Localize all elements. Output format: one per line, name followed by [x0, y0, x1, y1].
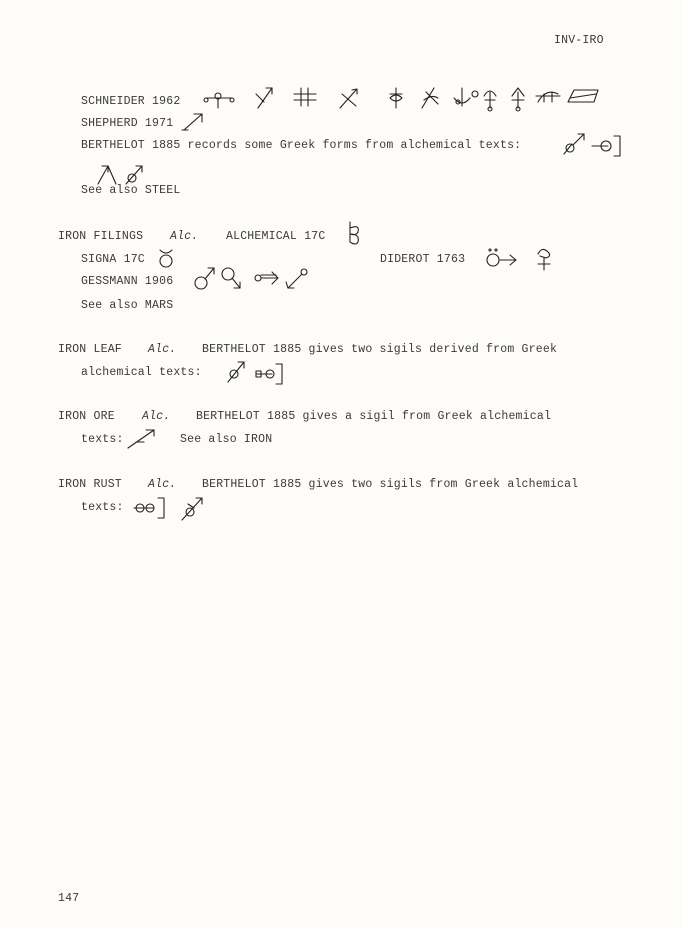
- iron-filings-sigil-icon: [344, 220, 364, 248]
- greek-iron-sigil-icon: [562, 130, 624, 158]
- iron-sigil-icon: [422, 88, 438, 108]
- term-iron-ore: IRON ORE: [58, 410, 115, 423]
- see-also-steel: See also STEEL: [81, 184, 181, 197]
- see-also-mars: See also MARS: [81, 299, 174, 312]
- sigil-row-schneider: [200, 84, 630, 112]
- abbr-alc: Alc.: [142, 410, 171, 423]
- source-diderot: DIDEROT 1763: [380, 253, 466, 266]
- description-cont: texts:: [81, 501, 124, 514]
- iron-sigil-icon: [454, 88, 478, 106]
- source-alchemical: ALCHEMICAL 17C: [226, 230, 326, 243]
- mars-arrow-icon: [180, 110, 208, 134]
- description-cont: alchemical texts:: [81, 366, 202, 379]
- iron-sigil-icon: [294, 88, 316, 106]
- iron-sigil-icon: [512, 88, 524, 111]
- iron-sigil-icon: [256, 88, 272, 108]
- iron-sigil-icon: [484, 91, 496, 111]
- iron-ore-sigil-icon: [126, 426, 160, 452]
- running-head: INV-IRO: [554, 34, 604, 47]
- source-schneider: SCHNEIDER 1962: [81, 95, 181, 108]
- signa-sigil-icon: [156, 246, 176, 270]
- source-gessmann: GESSMANN 1906: [81, 275, 174, 288]
- source-berthelot: BERTHELOT 1885 records some Greek forms from alchemical texts:: [81, 139, 522, 152]
- abbr-alc: Alc.: [170, 230, 199, 243]
- iron-leaf-sigils-icon: [224, 358, 286, 386]
- iron-sigil-icon: [204, 93, 234, 108]
- term-iron-leaf: IRON LEAF: [58, 343, 122, 356]
- see-also-iron: See also IRON: [180, 433, 273, 446]
- term-iron-rust: IRON RUST: [58, 478, 122, 491]
- page-number: 147: [58, 892, 80, 905]
- abbr-alc: Alc.: [148, 343, 177, 356]
- diderot-sigil-icon: [482, 244, 562, 274]
- description: BERTHELOT 1885 gives a sigil from Greek alchemical: [196, 410, 552, 423]
- description: BERTHELOT 1885 gives two sigils from Greek alchemical: [202, 478, 579, 491]
- iron-sigil-icon: [568, 90, 598, 102]
- source-shepherd: SHEPHERD 1971: [81, 117, 174, 130]
- description: BERTHELOT 1885 gives two sigils derived from Greek: [202, 343, 558, 356]
- iron-sigil-icon: [390, 88, 402, 108]
- gessmann-sigils-icon: [192, 262, 312, 294]
- iron-rust-sigils-icon: [132, 494, 212, 524]
- description-cont: texts:: [81, 433, 124, 446]
- iron-sigil-icon: [340, 89, 357, 108]
- term-iron-filings: IRON FILINGS: [58, 230, 144, 243]
- source-signa: SIGNA 17C: [81, 253, 145, 266]
- abbr-alc: Alc.: [148, 478, 177, 491]
- iron-sigil-icon: [536, 92, 560, 102]
